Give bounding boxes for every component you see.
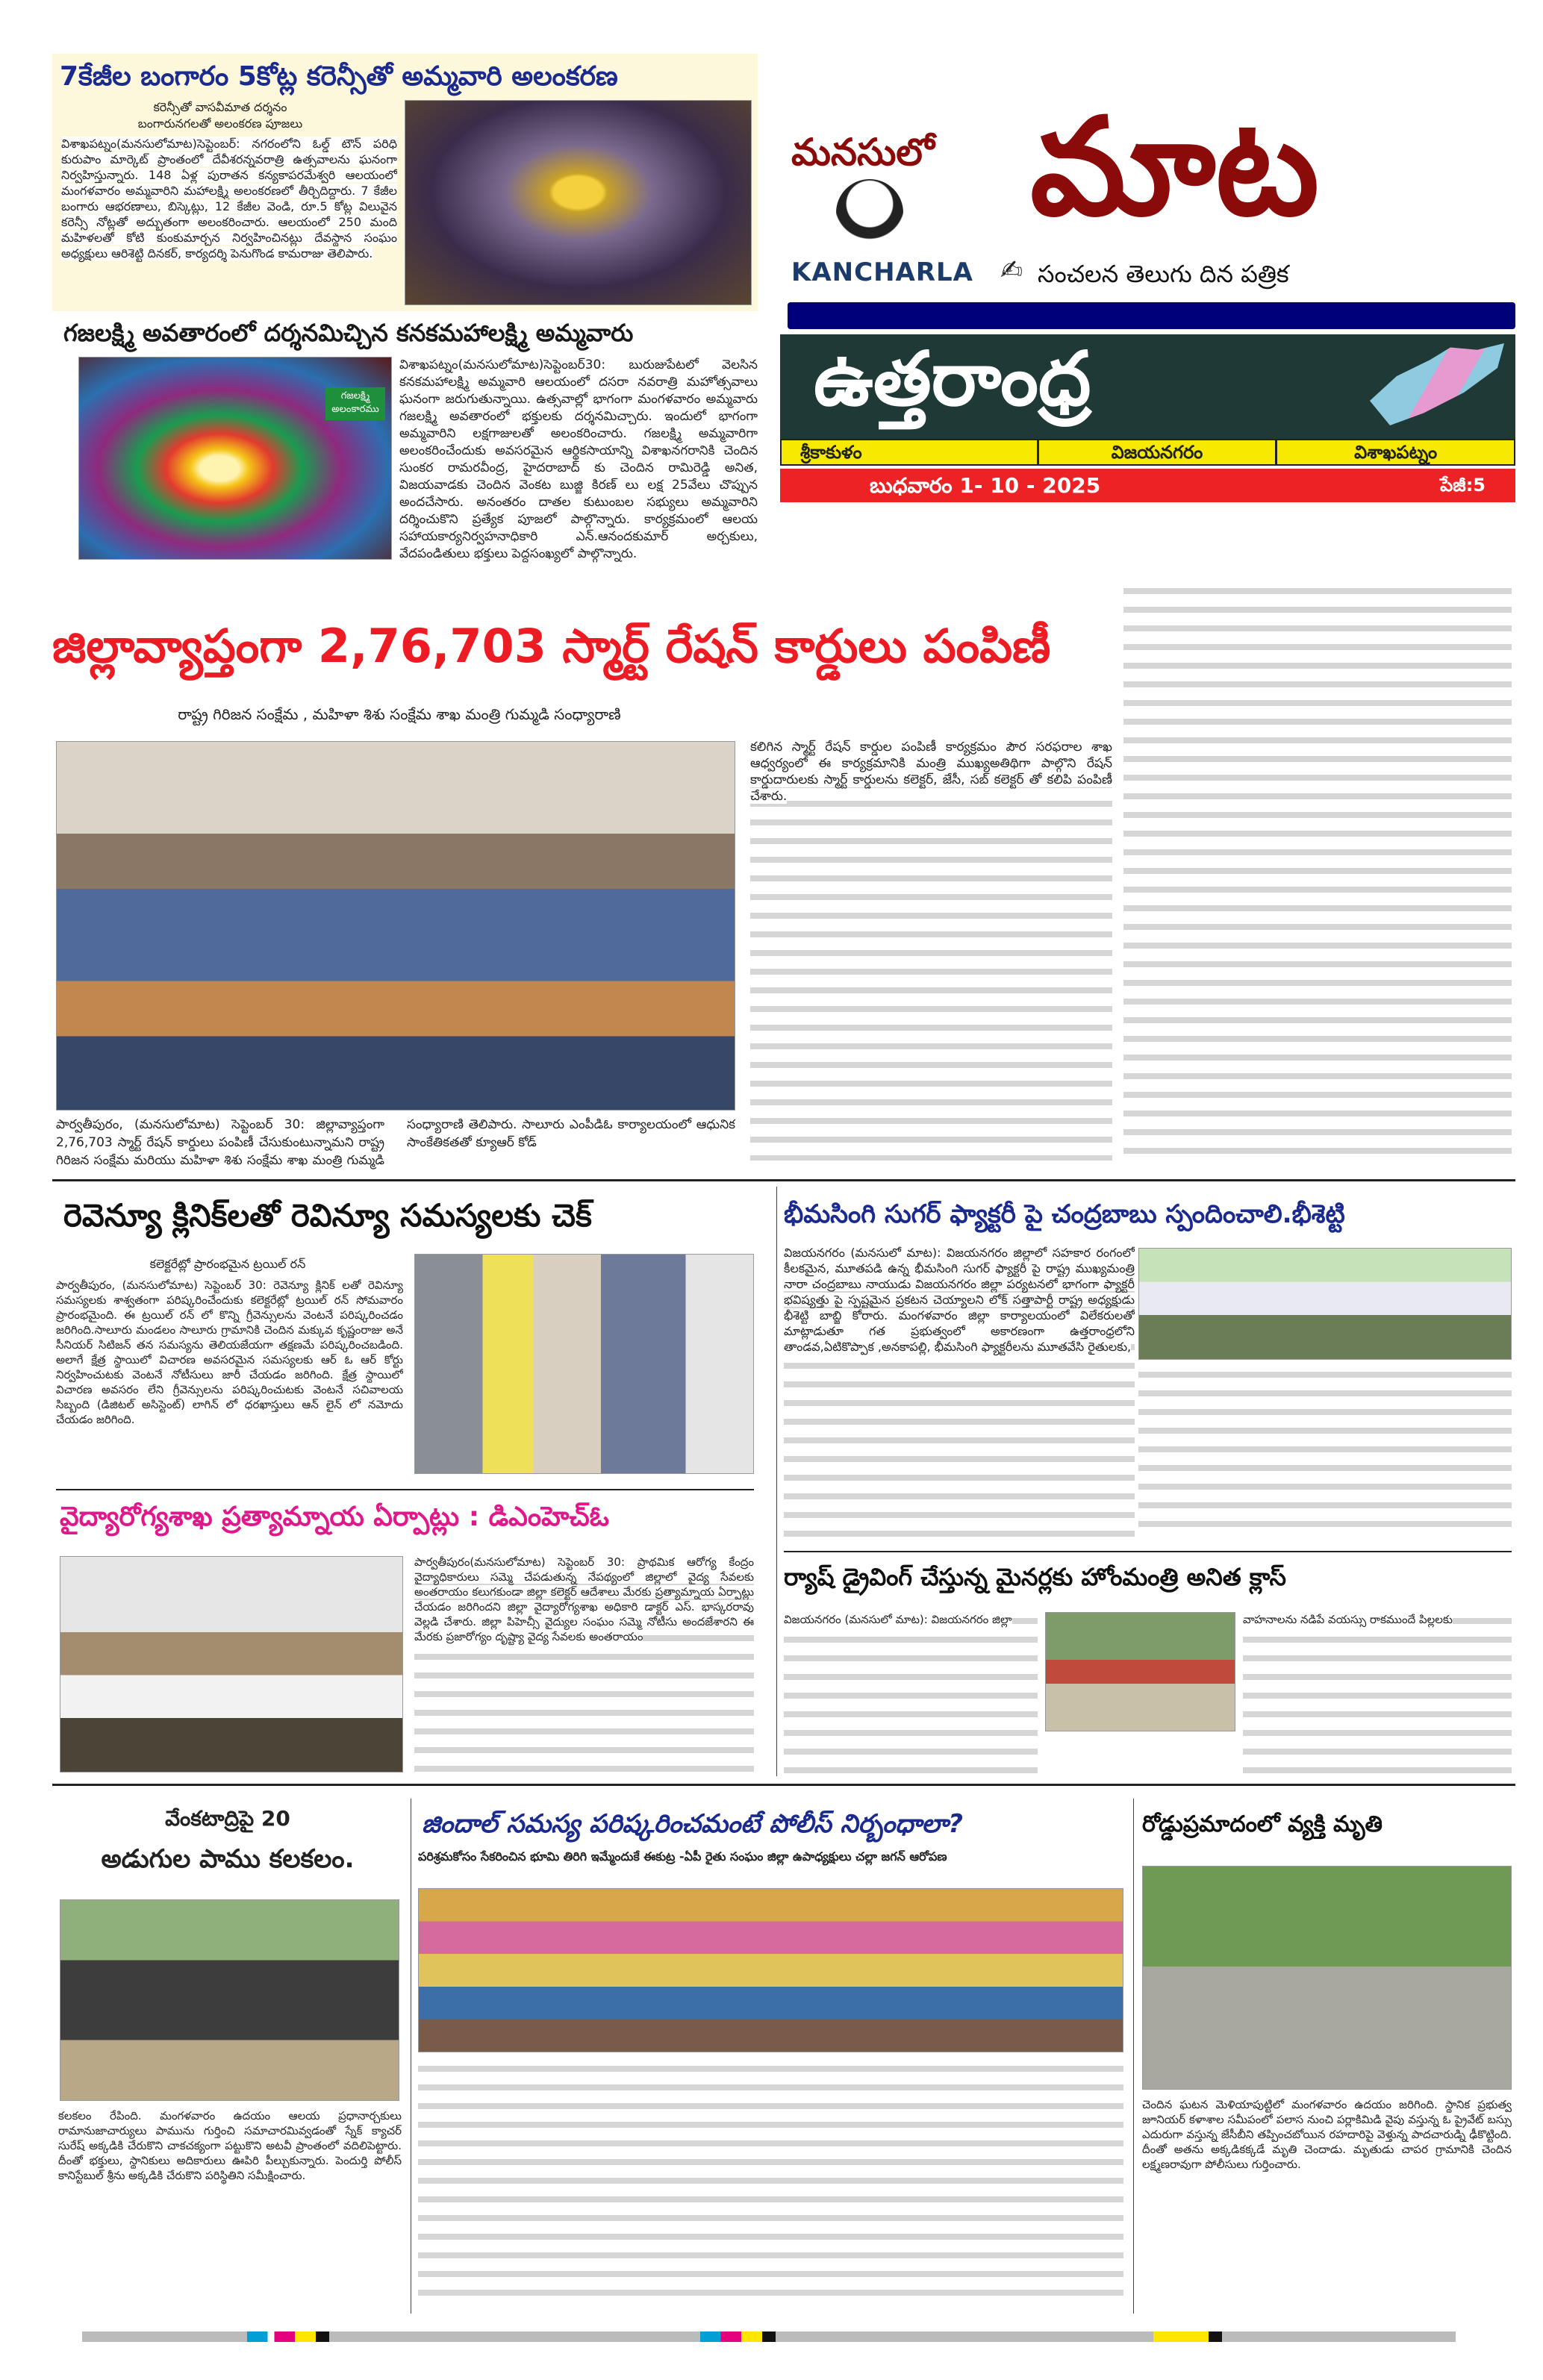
article-body: విజయనగరం (మనసులో మాట): విజయనగరం జిల్లాలో సహకార రంగంలో కీలకమైన, మూతపడి ఉన్న భీమసింగి సుగర్ ఫ్యాక్టరీ పై రాష్ట్ర ముఖ్యమంత్రి నారా చంద్రబాబు నాయుడు విజయనగరం జిల్లా పర్యటనలో భాగంగా ఫ్యాక్టరీ భవిష్యత్తు పై స్పష్టమైన ప్రకటన చెయ్యాలని లోక్ సత్తాపార్టీ రాష్ట్ర అధ్యక్షుడు భీశెట్టి బాబ్జి కోరారు. మంగళవారం జిల్లా కార్యాలయంలో విలేకరులతో మాట్లాడుతూ గత ప్రభుత్వంలో అకారణంగా ఉత్తరాంధ్రలోని తాండవ,ఏటికొప్పాక ,అనకాపల్లి, భీమసింగి ఫ్యాక్టరీలను మూతవేసి రైతులకు, <box>784 1245 1135 1543</box>
health-meeting-photo <box>60 1556 403 1772</box>
headline: వేంకటాద్రిపై 20 <box>165 1806 290 1831</box>
minister-photo <box>56 741 735 1111</box>
column-divider <box>1133 1799 1134 2314</box>
article-body-continued: వాహనాలను నడిపే వయస్సు రాకముందే పిల్లలకు <box>1243 1612 1512 1776</box>
article-body: కలిగిన స్మార్ట్ రేషన్ కార్డుల పంపిణీ కార్యక్రమం పౌర సరఫరాల శాఖ ఆధ్వర్యంలో ఈ కార్యక్రమానికి మంత్రి ముఖ్యఅతిథిగా పాల్గొని రేషన్ కార్డుదారులకు స్మార్ట్ కార్డులను కలెక్టర్, జేసీ, సబ్ కలెక్టర్ తో కలిపి పంపిణీ చేశారు. <box>750 739 1112 1161</box>
district-visakhapatnam[interactable]: విశాఖపట్నం <box>1277 440 1514 464</box>
headline: రోడ్డుప్రమాదంలో వ్యక్తి మృతి <box>1142 1811 1383 1837</box>
article-body-continued <box>1138 1366 1512 1537</box>
section-title: ఉత్తరాంధ్ర <box>814 335 1091 422</box>
founder-portrait <box>836 179 903 250</box>
headline: అడుగుల పాము కలకలం. <box>101 1844 355 1874</box>
subheading: పరిశ్రమకోసం సేకరించిన భూమి తిరిగి ఇమ్మేందుకే ఈకుట్ర -ఏపీ రైతు సంఘం జిల్లా ఉపాధ్యక్షులు చల్లా జగన్ ఆరోపణ <box>418 1849 947 1864</box>
brand-name: KANCHARLA <box>791 257 973 287</box>
article-body: చెందిన ఘటన మెళియాపుట్టిలో మంగళవారం ఉదయం జరిగింది. స్థానిక ప్రభుత్వ జూనియర్ కళాశాల సమీపంలో పలాస నుంచి పర్లాకిమిడి వైపు వస్తున్న ఓ ప్రైవేట్ బస్సు ఎదురుగా వస్తున్న జేసీబీని తప్పించబోయిన రహదారిపై వెళ్తున్న పాదచారుడ్ని ఢీకొట్టింది. దీంతో అతను అక్కడికక్కడే మృతి చెందాడు. మృతుడు చాపర గ్రామానికి చెందిన లక్ష్మణరావుగా పోలీసులు గుర్తించారు. <box>1142 2098 1512 2171</box>
column-divider <box>776 1187 777 1776</box>
subheading: కలెక్టరేట్లో ప్రారంభమైన ట్రయిల్ రన్ <box>149 1257 306 1271</box>
article-gold <box>52 54 758 311</box>
press-meet-photo <box>1138 1248 1512 1360</box>
district-srikakulam[interactable]: శ్రీకాకుళం <box>782 440 1037 464</box>
article-body: కలకలం రేపింది. మంగళవారం ఉదయం ఆలయ ప్రధానార్చకులు రామానుజాచార్యులు పామును గుర్తించి సమాచారమివ్వడంతో స్నేక్ క్యాచర్ సురేష్ అక్కడికి చేరుకొని చాకచక్యంగా పట్టుకొని అటవీ ప్రాంతంలో వదిలిపెట్టారు. దీంతో భక్తులు, స్థానికులు అదికారులు ఊపిరి పీల్చుకున్నారు. పెందుర్తి పోలీస్ కానిస్టేబుల్ శ్రీను అక్కడికి చేరుకొని పరిస్థితిని సమీక్షించారు. <box>58 2109 402 2182</box>
lead-headline: జిల్లావ్యాప్తంగా 2,76,703 స్మార్ట్ రేషన్ కార్డులు పంపిణీ <box>52 619 1051 673</box>
divider <box>52 1784 1515 1786</box>
headline: గజలక్ష్మి అవతారంలో దర్శనమిచ్చిన కనకమహాలక్ష్మి అమ్మవారు <box>63 319 634 347</box>
headline: భీమసింగి సుగర్ ఫ్యాక్టరీ పై చంద్రబాబు స్పందించాలి.భీశెట్టి <box>784 1199 1345 1229</box>
headline: రెవెన్యూ క్లినిక్‌లతో రెవిన్యూ సమస్యలకు చెక్ <box>63 1197 592 1234</box>
headline: 7కేజీల బంగారం 5కోట్ల కరెన్సీతో అమ్మవారి అలంకరణ <box>60 61 618 92</box>
navy-band <box>788 302 1515 329</box>
divider <box>52 1179 1515 1181</box>
headline: జిందాల్ సమస్య పరిష్కరించమంటే పోలీస్ నిర్బంధాలా? <box>422 1809 963 1839</box>
color-registration-strip <box>82 2331 1456 2342</box>
gajalakshmi-label: గజలక్ష్మి అలంకారము <box>325 387 385 420</box>
photo-caption: పార్వతీపురం, (మనసులోమాట) సెప్టెంబర్ 30: జిల్లావ్యాప్తంగా 2,76,703 స్మార్ట్ రేషన్ కార్డులు పంపిణీ చేసుకుంటున్నామని రాష్ట్ర గిరిజన సంక్షేమ మరియు మహిళా శిశు సంక్షేమ శాఖ మంత్రి గుమ్మడి సంధ్యారాణి తెలిపారు. సాలూరు ఎంపీడిఓ కార్యాలయంలో ఆధునిక సాంకేతికతతో క్యూఆర్ కోడ్ <box>56 1117 735 1168</box>
subheading: బంగారునగలతో అలంకరణ పూజలు <box>137 116 303 131</box>
tagline-top: మనసులో <box>791 131 935 174</box>
masthead <box>776 90 1515 575</box>
goddess-photo <box>405 100 752 305</box>
article-body: పార్వతీపురం, (మనసులోమాట) సెప్టెంబర్ 30: రెవెన్యూ క్లినిక్ లతో రెవిన్యూ సమస్యలకు శాశ్వతంగా పరిష్కరించేందుకు కలెక్టరేట్లో ట్రయిల్ రన్ సోమవారం ప్రారంభమైంది. ఈ ట్రయిల్ రన్ లో కొన్ని గ్రీవెన్సులను వెంటనే పరిష్కరించడం జరిగింది.సాలూరు మండలం సాలూరు గ్రామానికి చెందిన మక్కువ కృష్ణంరాజు అనే సీనియర్ సిటిజన్ తన సమస్యను తెలియజేయగా తక్షణమే పరిష్కరించబడింది. అలాగే క్షేత్ర స్థాయిలో విచారణ అవసరమైన సమస్యలకు ఆర్ ఓ ఆర్ కోర్టు నిర్వహించుటకు వెంటనే నోటీసులు జారీ చేయడం జరిగింది. క్షేత్ర స్థాయిలో విచారణ అవసరం లేని గ్రీవెన్సులను పరిష్కరించుటకు వెంటనే సచివాలయ సిబ్బంది (డిజిటల్ అసిస్టెంట్) లాగిన్ లో ధరఖాస్తులు ఆన్ లైన్ లో నమోదు చేయడం జరిగింది. <box>56 1278 403 1426</box>
minister-class-photo <box>1045 1612 1235 1731</box>
article-body: పార్వతీపురం(మనసులోమాట) సెప్టెంబర్ 30: ప్రాథమిక ఆరోగ్య కేంద్రం వైద్యాధికారులు సమ్మె చేపడుతున్న నేపథ్యంలో జిల్లాలో వైద్య సేవలకు అంతరాయం కలుగకుండా జిల్లా కలెక్టర్ ఆదేశాలు మేరకు ప్రత్యామ్నాయ ఏర్పాట్లు చేయడం జరిగిందని జిల్లా వైద్యారోగ్యశాఖ అధికారి డాక్టర్ ఎస్. భాస్కరరావు వెల్లడి చేశారు. జిల్లా పిహెచ్సీ వైద్యుల సంఘం సమ్మె నోటీసు అందజేశారని ఈ మేరకు ప్రజారోగ్యం దృష్ట్యా వైద్య సేవలకు అంతరాయం <box>414 1555 754 1775</box>
farmers-protest-photo <box>418 1888 1123 2052</box>
snake-photo <box>60 1899 399 2101</box>
article-body: విశాఖపట్నం(మనసులోమాట)సెప్టెంబర్: నగరంలోని ఓల్డ్ టౌన్ పరిధి కురుపాం మార్కెట్ ప్రాంతంలో దేవీశరన్నవరాత్రి ఉత్సవాలను ఘనంగా నిర్వహిస్తున్నారు. 148 ఏళ్ల పురాతన కన్యకాపరమేశ్వరి ఆలయంలో మంగళవారం అమ్మవారిని మహాలక్ష్మి అలంకరణలో తీర్చిదిద్దారు. 7 కేజీల బంగారు ఆభరణాలు, బిస్కెట్లు, 12 కేజీల వెండి, రూ.5 కోట్ల విలువైన కరెన్సీ నోట్లతో అద్భుతంగా అలంకరించారు. ఆలయంలో 250 మంది మహిళలతో కోటి కుంకుమార్చన నిర్వహించినట్లు దేవస్థాన సంఘం అధ్యక్షులు ఆరిశెట్టి దినకర్, కార్యదర్శి పెనుగొండ కామరాజు తెలిపారు. <box>61 137 397 260</box>
subheading: కరెన్సీతో వాసవీమాత దర్శనం <box>153 100 287 114</box>
issue-date: బుధవారం 1- 10 - 2025 <box>870 473 1101 498</box>
article-body <box>418 2060 1123 2299</box>
date-bar <box>780 469 1515 502</box>
pen-icon: ✍ <box>1000 255 1023 286</box>
article-body-continued <box>1123 582 1512 1164</box>
subheading: రాష్ట్ర గిరిజన సంక్షేమ , మహిళా శిశు సంక్షేమ శాఖ మంత్రి గుమ్మడి సంధ్యారాణి <box>178 705 621 723</box>
divider <box>784 1551 1512 1552</box>
section-banner <box>780 334 1515 439</box>
accident-photo <box>1142 1866 1512 2090</box>
subtitle: సంచలన తెలుగు దిన పత్రిక <box>1038 260 1289 288</box>
headline: వైద్యారోగ్యశాఖ ప్రత్యామ్నాయ ఏర్పాట్లు : డిఎంహెచ్ఓ <box>60 1502 610 1532</box>
region-map <box>1370 343 1504 425</box>
page-number: పేజీ:5 <box>1440 475 1486 496</box>
article-body: విజయనగరం (మనసులో మాట): విజయనగరం జిల్లా <box>784 1612 1038 1776</box>
gajalakshmi-photo <box>78 357 392 560</box>
newspaper-title: మాట <box>1030 90 1320 246</box>
article-body: విశాఖపట్నం(మనసులోమాట)సెప్టెంబర్30: బురుజుపేటలో వెలసిన కనకమహాలక్ష్మి అమ్మవారి ఆలయంలో దసరా నవరాత్రి మహోత్సవాలు ఘనంగా జరుగుతున్నాయి. ఉత్సవాల్లో భాగంగా మంగళవారం అమ్మవారు గజలక్ష్మి అవతారంలో భక్తులకు దర్శనమిచ్చారు. ఇందులో భాగంగా అమ్మవారిని లక్షగాజులతో అలంకరించారు. గజలక్ష్మి అమ్మవారిగా అలంకరించేందుకు అవసరమైన ఆర్థికసాయాన్ని విశాఖనగరానికి చెందిన సుంకర రామరవీంద్ర, హైదరాబాద్ కు చెందిన రామిరెడ్డి అనిత, విజయవాడకు చెందిన వెంకట బుజ్జి కిరణ్ లు లక్ష 25వేలు చొప్పున అందచేసారు. అనంతరం దాతల కుటుంబల సభ్యులు అమ్మవారిని దర్శించుకొని ప్రత్యేక పూజలో పాల్గొన్నారు. కార్యక్రమంలో ఆలయ సహాయకార్యనిర్వహనాధికారి ఎన్.ఆనందకుమార్ అర్చకులు, వేదపండితులు భక్తులు పెద్దసంఖ్యలో పాల్గొన్నారు. <box>399 357 758 561</box>
district-vizianagaram[interactable]: విజయనగరం <box>1039 440 1276 464</box>
revenue-clinic-photo <box>414 1254 754 1474</box>
divider <box>56 1489 754 1490</box>
district-bar <box>780 439 1515 466</box>
headline: ర్యాష్ డ్రైవింగ్ చేస్తున్న మైనర్లకు హోంమంత్రి అనిత క్లాస్ <box>784 1563 1286 1591</box>
